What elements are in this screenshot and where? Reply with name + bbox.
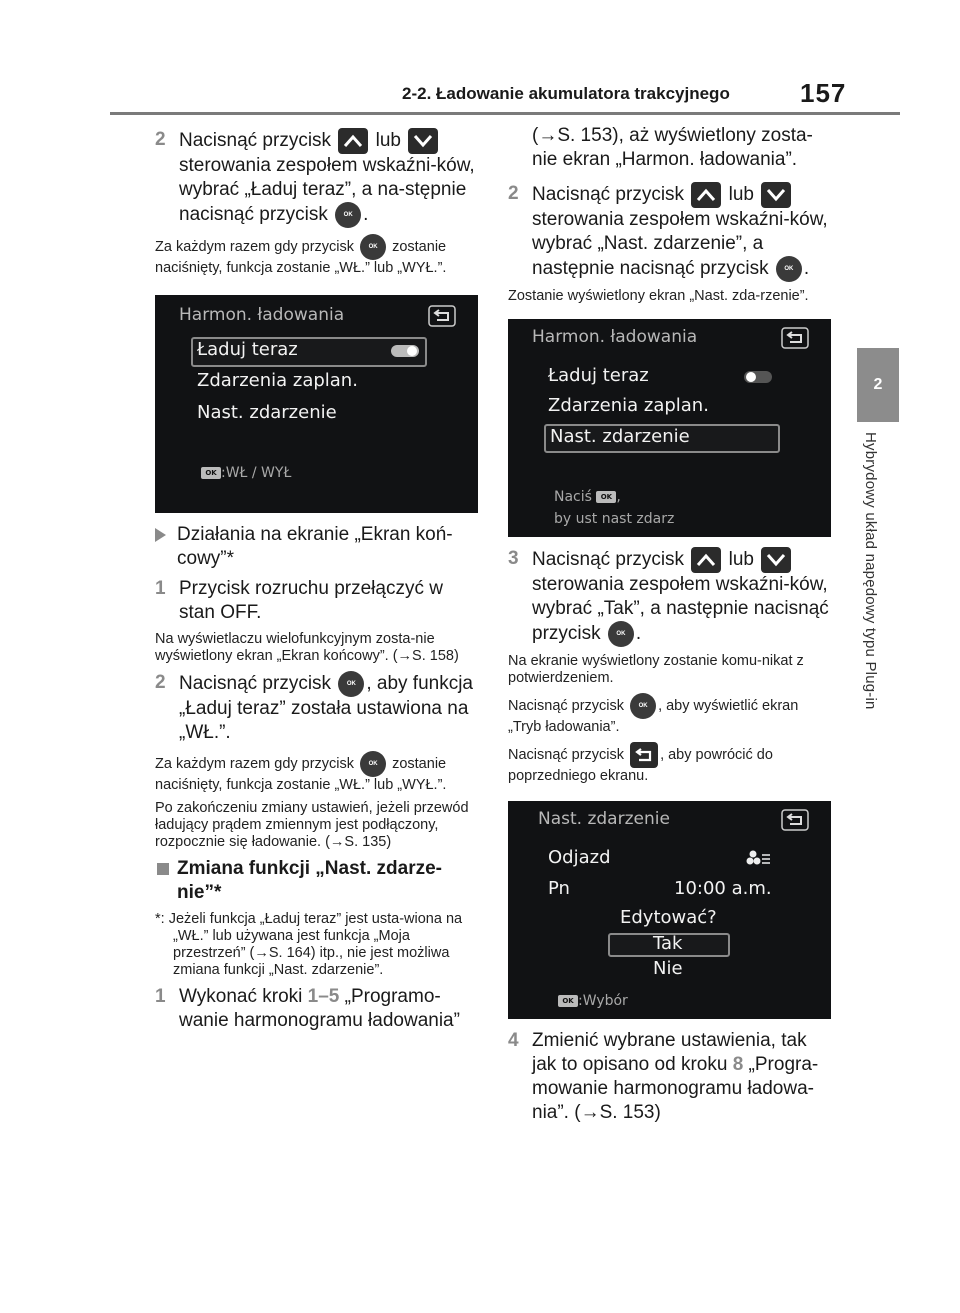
note-text: Za każdym razem gdy przycisk: [155, 755, 355, 772]
step-text: Wykonać kroki: [179, 986, 303, 1007]
step-text: (→S. 153), aż wyświetlony zosta-nie ekran „Harmon. ładowania”.: [532, 125, 813, 170]
footer-text: Naciś: [554, 489, 592, 505]
step-text: Nacisnąć przycisk: [532, 549, 685, 571]
note-text: zostanie naciśnięty, funkcja zostanie „WŁ.” lub „WYŁ.”.: [155, 755, 447, 793]
step-text: Nacisnąć przycisk: [532, 184, 685, 206]
menu-item: Zdarzenia zaplan.: [548, 395, 709, 416]
bullet-text: Działania na ekranie „Ekran koń-cowy”*: [177, 524, 453, 569]
time-label: 10:00 a.m.: [674, 878, 772, 899]
menu-item: Ładuj teraz: [548, 365, 649, 386]
display-screen-nast: [508, 319, 831, 537]
note-text: Nacisnąć przycisk: [508, 746, 625, 763]
note: Na ekranie wyświetlony zostanie komu-nikat z potwierdzeniem.: [508, 653, 804, 686]
step-text: Nacisnąć przycisk: [179, 130, 332, 152]
screen-title: Nast. zdarzenie: [538, 809, 670, 829]
day-label: Pn: [548, 878, 570, 899]
down-button-icon: [761, 182, 791, 208]
step-text: , aby funkcja „Ładuj teraz” została ustawiona na „WŁ.”.: [179, 673, 473, 743]
step-text: lub: [375, 130, 401, 152]
section-text: Zmiana funkcji „Nast. zdarze-nie”*: [177, 858, 443, 903]
step: [508, 547, 833, 647]
screen-title: Harmon. ładowania: [179, 305, 345, 325]
ok-button-icon: OK: [776, 256, 802, 282]
yes-option: Tak: [653, 933, 683, 954]
display-screen-event: [508, 801, 831, 1019]
left-column: [155, 128, 480, 1039]
header-rule: [110, 112, 900, 115]
note-text: , aby wyświetlić ekran „Tryb ładowania”.: [508, 697, 799, 735]
bullet-heading: [155, 523, 480, 571]
ok-button-icon: OK: [338, 671, 364, 697]
up-button-icon: [338, 128, 368, 154]
toggle-icon: [391, 345, 419, 357]
step-continued: [508, 124, 833, 172]
step-number: 2: [155, 129, 166, 150]
up-button-icon: [691, 182, 721, 208]
screen-title: Harmon. ładowania: [532, 327, 698, 347]
step-text: .: [635, 623, 642, 645]
step-text: sterowania zespołem wskaźni-ków, wybrać „Ładuj teraz”, a na-stępnie nacisnąć przycisk: [179, 155, 475, 226]
back-icon: [781, 809, 809, 831]
step-text: „Programo-wanie harmonogramu ładowania”: [179, 986, 460, 1031]
note: Na wyświetlaczu wielofunkcyjnym zosta-nie wyświetlony ekran „Ekran końcowy”. (→S. 158): [155, 631, 459, 664]
section-title: 2-2. Ładowanie akumulatora trakcyjnego: [402, 84, 730, 103]
footnote: *: Jeżeli funkcja „Ładuj teraz” jest usta-wiona na „WŁ.” lub używana jest funkcja „Moja przestrzeń” (→S. 164) itp., nie jest możliwa zmiana funkcji „Nast. zdarzenie”.: [155, 911, 463, 978]
up-button-icon: [691, 547, 721, 573]
step-number: 4: [508, 1030, 519, 1051]
down-button-icon: [761, 547, 791, 573]
back-button-icon: [630, 742, 658, 768]
step: [155, 985, 480, 1033]
note: [508, 742, 833, 785]
display-screen-harmon: [155, 295, 478, 513]
screen-footer: [201, 465, 291, 481]
menu-item: Nast. zdarzenie: [197, 402, 337, 423]
ok-button-icon: OK: [630, 693, 656, 719]
ok-chip-icon: OK: [201, 467, 221, 479]
back-icon: [428, 305, 456, 327]
note: Zostanie wyświetlony ekran „Nast. zda-rzenie”.: [508, 288, 809, 304]
step-number: 1: [155, 986, 166, 1007]
page-number: 157: [800, 78, 847, 108]
section-heading: [155, 857, 480, 905]
step-text: lub: [728, 184, 754, 206]
chapter-number: 2: [873, 376, 883, 393]
screen-footer: by ust nast zdarz: [554, 511, 675, 527]
step-text: Zmienić wybrane ustawienia, tak jak to opisano od kroku: [532, 1030, 807, 1075]
step: [508, 1029, 833, 1125]
note: [155, 234, 480, 277]
step-range: 1–5: [307, 986, 340, 1007]
note-text: Za każdym razem gdy przycisk: [155, 238, 355, 255]
ok-chip-icon: OK: [558, 995, 578, 1007]
triangle-icon: [155, 528, 166, 542]
step-ref: 8: [732, 1054, 744, 1075]
step: [155, 128, 480, 228]
footer-text: :Wybór: [578, 993, 628, 1009]
note-text: zostanie naciśnięty, funkcja zostanie „WŁ.” lub „WYŁ.”.: [155, 238, 447, 276]
note: [155, 751, 480, 794]
ok-button-icon: OK: [608, 621, 634, 647]
ok-button-icon: OK: [360, 234, 386, 260]
ok-chip-icon: OK: [596, 491, 616, 503]
step: [155, 671, 480, 745]
note-text: , aby powrócić do poprzedniego ekranu.: [508, 746, 773, 784]
menu-item: Nast. zdarzenie: [550, 426, 690, 447]
chapter-tab: [857, 348, 899, 422]
step: [155, 577, 480, 625]
screen-footer: [558, 993, 628, 1009]
chapter-title: Hybrydowy układ napędowy typu Plug-in: [862, 432, 879, 710]
note: [508, 693, 833, 736]
back-icon: [781, 327, 809, 349]
ok-button-icon: OK: [335, 202, 361, 228]
climate-fan-icon: [746, 849, 772, 867]
footer-text: ,: [616, 489, 621, 505]
step: [508, 182, 833, 282]
down-button-icon: [408, 128, 438, 154]
toggle-icon: [744, 371, 772, 383]
right-column: [508, 124, 833, 1131]
note-text: Nacisnąć przycisk: [508, 697, 625, 714]
note: Po zakończeniu zmiany ustawień, jeżeli przewód ładujący prądem zmiennym jest podłączony, rozpocznie się ładowanie. (→S. 135): [155, 800, 469, 850]
step-number: 2: [508, 183, 519, 204]
step-text: sterowania zespołem wskaźni-ków, wybrać „Nast. zdarzenie”, a następnie nacisnąć przycisk: [532, 209, 828, 280]
step-text: lub: [728, 549, 754, 571]
step-number: 3: [508, 548, 519, 569]
screen-footer: [554, 489, 621, 505]
menu-item: Zdarzenia zaplan.: [197, 370, 358, 391]
footer-text: :WŁ / WYŁ: [221, 465, 292, 481]
step-text: .: [803, 258, 810, 280]
confirm-question: Edytować?: [620, 907, 717, 928]
menu-item: Ładuj teraz: [197, 339, 298, 360]
step-text: Nacisnąć przycisk: [179, 673, 332, 695]
step-number: 1: [155, 578, 166, 599]
step-number: 2: [155, 672, 166, 693]
departure-label: Odjazd: [548, 847, 611, 868]
no-option: Nie: [653, 958, 683, 979]
step-text: sterowania zespołem wskaźni-ków, wybrać „Tak”, a następnie nacisnąć przycisk: [532, 574, 829, 645]
step-text: „Progra-mowanie harmonogramu ładowa-nia”. (→S. 153): [532, 1054, 819, 1123]
step-text: Przycisk rozruchu przełączyć w stan OFF.: [179, 578, 443, 623]
ok-button-icon: OK: [360, 751, 386, 777]
step-text: .: [363, 204, 369, 226]
square-bullet-icon: [157, 863, 169, 875]
